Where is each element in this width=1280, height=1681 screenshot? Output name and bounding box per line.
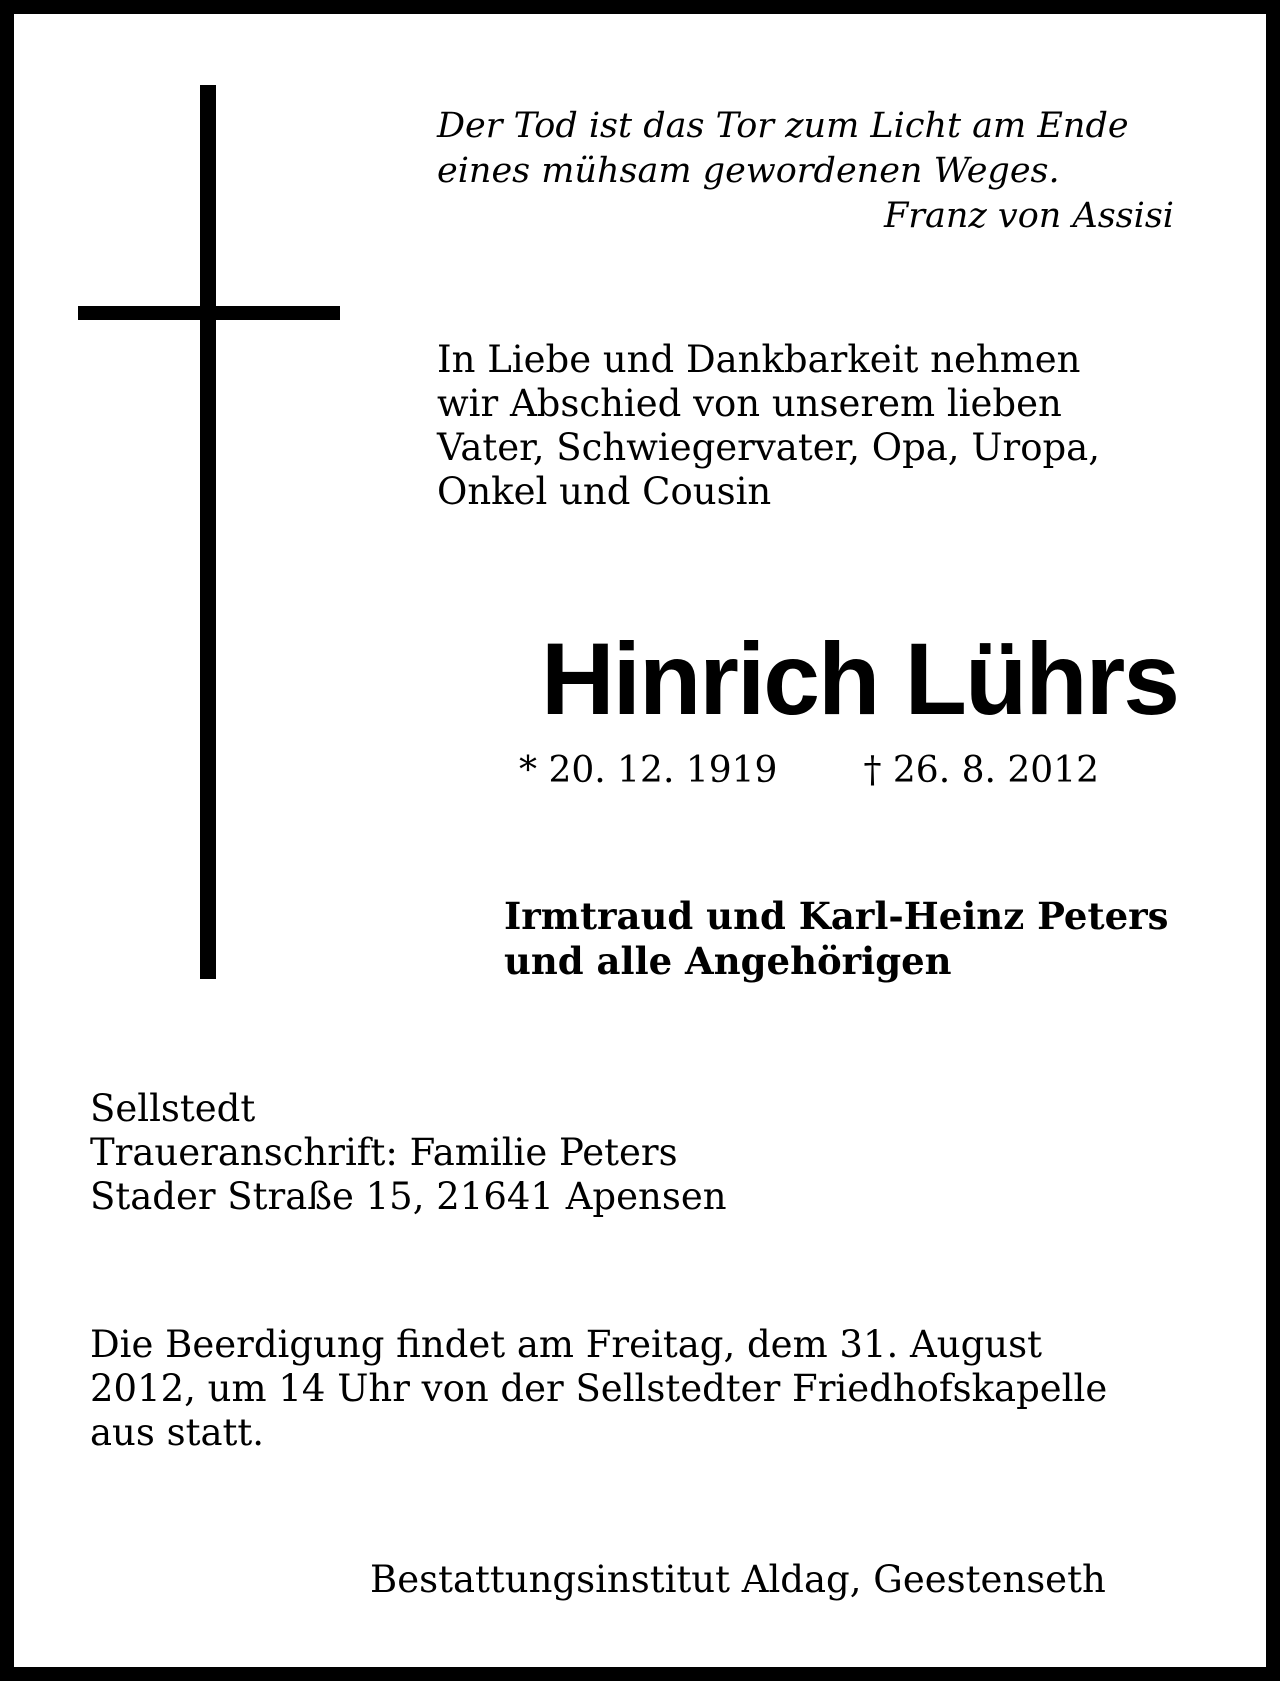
address-line: Traueranschrift: Familie Peters — [90, 1131, 678, 1174]
intro-line: Vater, Schwiegervater, Opa, Uropa, — [437, 426, 1100, 469]
mourning-address — [90, 1087, 727, 1219]
intro-line: Onkel und Cousin — [437, 470, 772, 513]
intro-line: wir Abschied von unserem lieben — [437, 382, 1062, 425]
quote-line: eines mühsam gewordenen Weges. — [437, 151, 1060, 191]
mourners — [504, 894, 1168, 984]
cross-icon-horizontal-bar — [78, 306, 340, 320]
death-date: † 26. 8. 2012 — [863, 750, 1099, 791]
funeral-details — [90, 1323, 1230, 1455]
funeral-line: Die Beerdigung findet am Freitag, dem 31. August — [90, 1323, 1042, 1366]
mourners-line: und alle Angehörigen — [504, 939, 952, 983]
address-line: Stader Straße 15, 21641 Apensen — [90, 1175, 727, 1218]
intro-line: In Liebe und Dankbarkeit nehmen — [437, 338, 1081, 381]
address-line: Sellstedt — [90, 1087, 256, 1130]
quote-line: Der Tod ist das Tor zum Licht am Ende — [437, 106, 1129, 146]
mourners-line: Irmtraud und Karl-Heinz Peters — [504, 894, 1169, 938]
funeral-line: 2012, um 14 Uhr von der Sellstedter Friedhofskapelle — [90, 1367, 1108, 1410]
deceased-name: Hinrich Lührs — [540, 622, 1178, 736]
quote-author: Franz von Assisi — [883, 196, 1174, 236]
quote — [437, 104, 1182, 239]
intro-text — [437, 338, 1197, 514]
birth-date: * 20. 12. 1919 — [519, 750, 778, 791]
undertaker: Bestattungsinstitut Aldag, Geestenseth — [370, 1558, 1106, 1601]
funeral-line: aus statt. — [90, 1411, 265, 1454]
life-dates — [519, 749, 1099, 793]
cross-icon-vertical-bar — [200, 85, 216, 979]
